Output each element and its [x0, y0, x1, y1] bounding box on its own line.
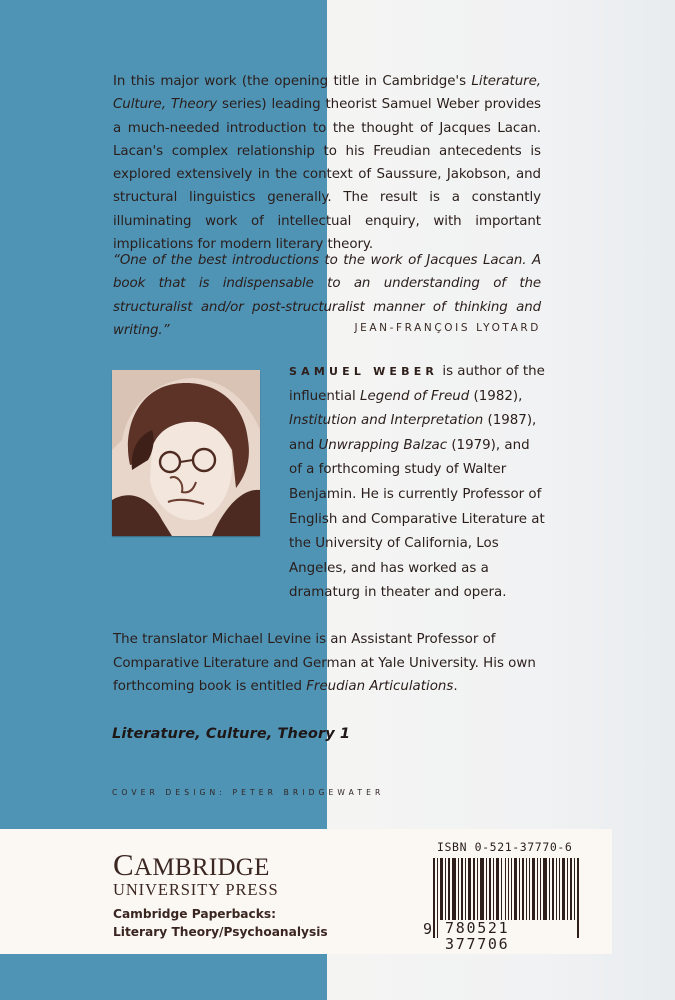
bio-book-title: Legend of Freud [360, 388, 470, 404]
translator-book-title: Freudian Articulations [306, 679, 454, 694]
cover-design-credit: COVER DESIGN: PETER BRIDGEWATER [112, 788, 385, 797]
translator-note [113, 628, 543, 699]
author-bio [289, 360, 545, 606]
publisher-initial: C [113, 847, 134, 882]
bio-text: (1979), and of a forthcoming study of Walter Benjamin. He is currently Professor of English and Comparative Literature at the University of California, Los Angeles, and has worked as a dramaturg in theater and opera. [289, 437, 545, 601]
barcode-digits: 780521 377706 [443, 920, 577, 952]
barcode-lead-digit: 9 [423, 920, 433, 938]
description-text: In this major work (the opening title in Cambridge's [113, 74, 472, 89]
series-title-italic: Literature, Culture, Theory [113, 74, 541, 113]
bio-book-title: Institution and Interpretation [289, 413, 484, 429]
series-label: Literature, Culture, Theory 1 [112, 726, 351, 742]
translator-text: The translator Michael Levine is an Assistant Professor of Comparative Literature and German at Yale University. His own forthcoming book is entitled [113, 632, 536, 694]
book-description [113, 70, 541, 256]
publisher-name-rest: AMBRIDGE [133, 854, 270, 881]
bio-text: (1982), [469, 388, 523, 404]
bio-text: is author of the influential [289, 364, 545, 404]
isbn-label: ISBN 0-521-37770-6 [437, 840, 573, 854]
quote-attribution: JEAN-FRANÇOIS LYOTARD [354, 322, 541, 334]
endorsement-quote: “One of the best introductions to the work of Jacques Lacan. A book that is indispensable to an understanding of the structuralist and/or post-structuralist manner of thinking and writing.” [113, 253, 541, 338]
portrait-image [112, 370, 260, 536]
publisher-subtitle: UNIVERSITY PRESS [113, 880, 279, 899]
translator-text: . [453, 679, 458, 694]
author-photo [112, 370, 260, 536]
imprint-category-1: Cambridge Paperbacks: [113, 907, 276, 921]
imprint-category-2: Literary Theory/Psychoanalysis [113, 925, 328, 939]
description-text-cont: series) leading theorist Samuel Weber provides a much-needed introduction to the thought of Jacques Lacan. Lacan's complex relationship to his Freudian antecedents is explored extensively in the context of Saussure, Jakobson, and structural linguistics generally. The result is a constantly illuminating work of intellectual enquiry, with important implications for modern literary theory. [113, 97, 541, 253]
publisher-logo-name [113, 847, 270, 882]
bio-text: (1987), and [289, 413, 537, 453]
bio-book-title: Unwrapping Balzac [318, 437, 448, 453]
author-name: SAMUEL WEBER [289, 365, 439, 378]
